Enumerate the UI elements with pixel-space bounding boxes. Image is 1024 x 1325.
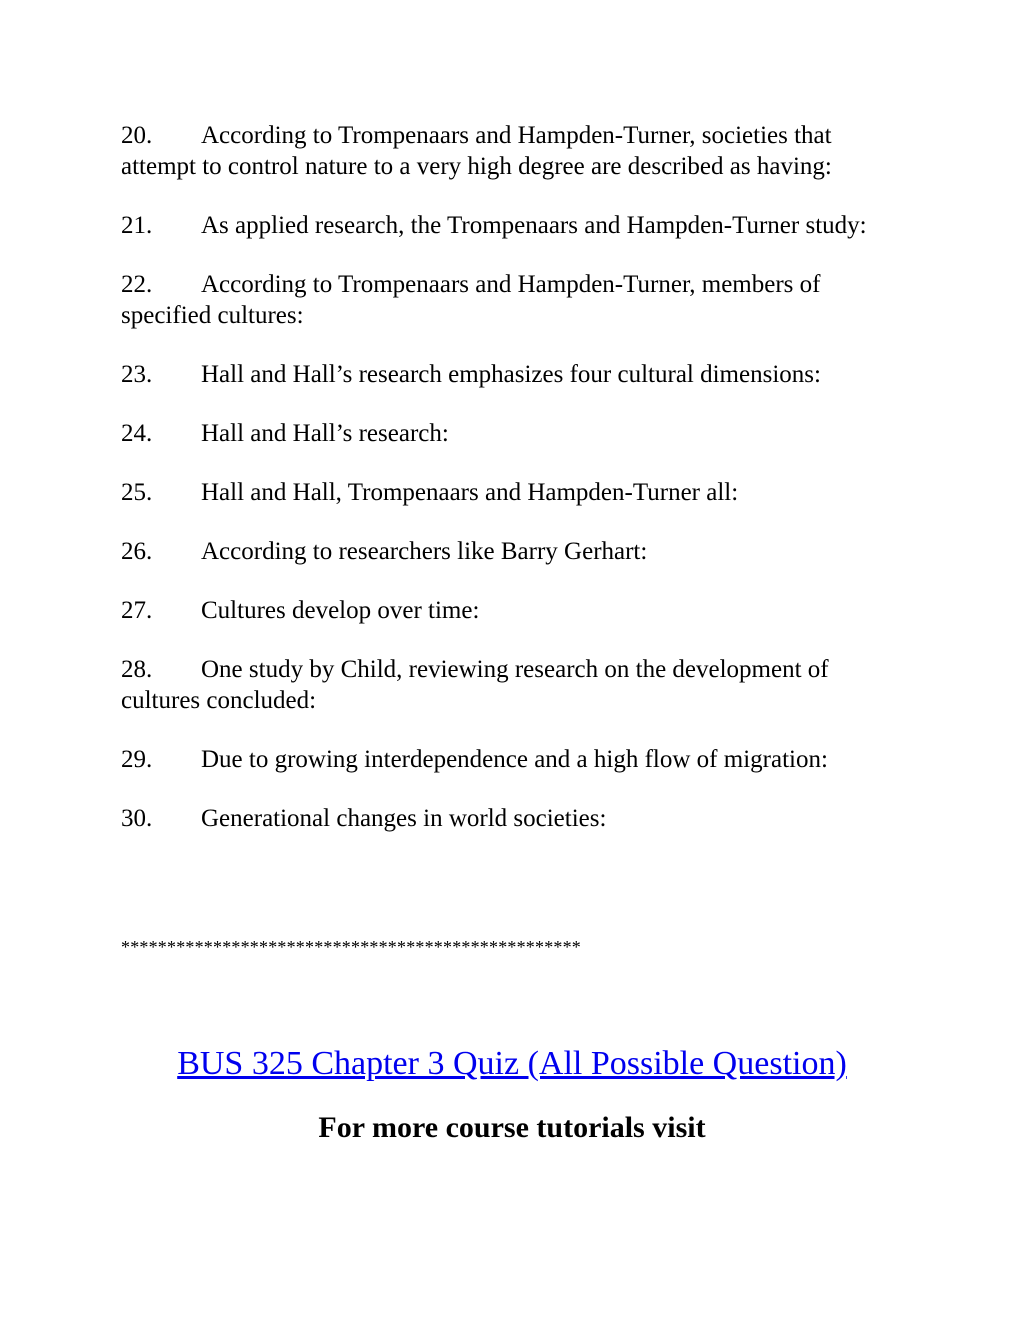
question-text: Due to growing interdependence and a high flow of migration: xyxy=(201,746,828,773)
question-number: 22. xyxy=(121,271,153,298)
question-text: Generational changes in world societies: xyxy=(201,805,607,832)
question-text: Hall and Hall’s research: xyxy=(201,420,449,447)
question-text: As applied research, the Trompenaars and Hampden-Turner study: xyxy=(201,212,867,239)
question-number: 30. xyxy=(121,805,153,832)
tutorials-visit-text: For more course tutorials visit xyxy=(318,1111,706,1144)
question-item xyxy=(121,418,891,449)
question-number: 23. xyxy=(121,361,153,388)
question-text: One study by Child, reviewing research on the development of cultures concluded: xyxy=(121,656,829,714)
question-text: According to Trompenaars and Hampden-Turner, societies that attempt to control nature to a very high degree are described as having: xyxy=(121,122,832,180)
question-number: 20. xyxy=(121,122,153,149)
question-item xyxy=(121,269,891,331)
question-item xyxy=(121,359,891,390)
asterisk-separator: ************************************************** xyxy=(121,937,581,957)
question-number: 27. xyxy=(121,597,153,624)
question-item xyxy=(121,595,891,626)
question-item xyxy=(121,477,891,508)
question-item xyxy=(121,536,891,567)
question-item xyxy=(121,210,891,241)
question-number: 29. xyxy=(121,746,153,773)
question-text: According to researchers like Barry Gerhart: xyxy=(201,538,648,565)
question-item xyxy=(121,744,891,775)
question-list xyxy=(121,120,891,862)
question-item xyxy=(121,654,891,716)
question-item xyxy=(121,120,891,182)
question-text: Hall and Hall, Trompenaars and Hampden-Turner all: xyxy=(201,479,739,506)
question-number: 24. xyxy=(121,420,153,447)
question-text: According to Trompenaars and Hampden-Turner, members of specified cultures: xyxy=(121,271,821,329)
question-number: 21. xyxy=(121,212,153,239)
question-item xyxy=(121,803,891,834)
question-number: 25. xyxy=(121,479,153,506)
course-title-link[interactable]: BUS 325 Chapter 3 Quiz (All Possible Question) xyxy=(177,1045,847,1082)
question-number: 28. xyxy=(121,656,153,683)
question-text: Hall and Hall’s research emphasizes four cultural dimensions: xyxy=(201,361,821,388)
question-number: 26. xyxy=(121,538,153,565)
question-text: Cultures develop over time: xyxy=(201,597,480,624)
